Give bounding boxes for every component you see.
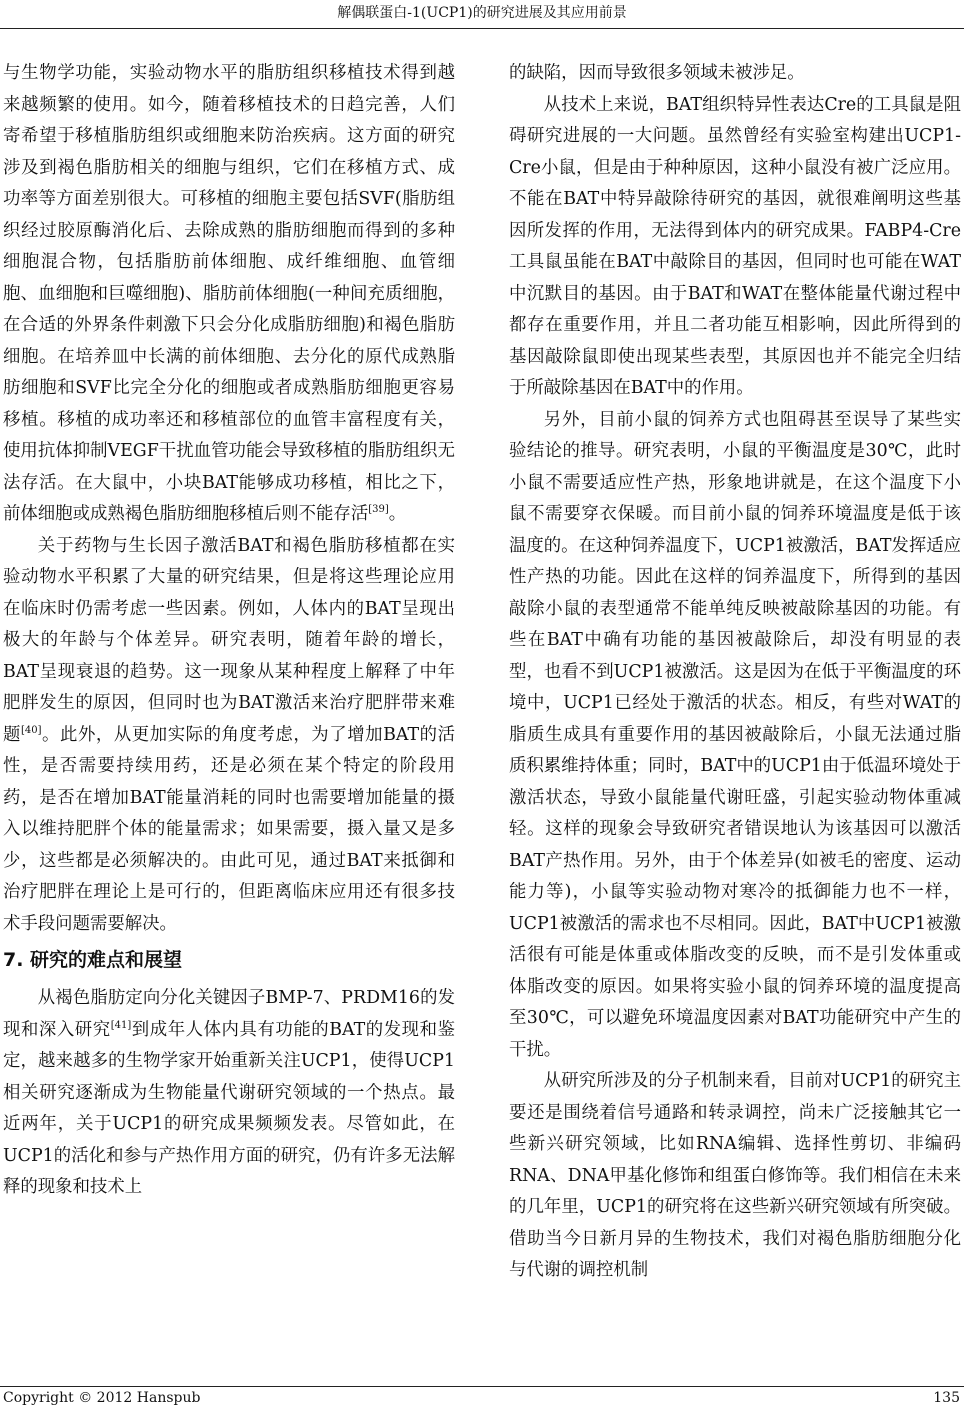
right-paragraph-2: 从技术上来说，BAT组织特异性表达Cre的工具鼠是阻碍研究进展的一大问题。虽然曾经有实验室构建出UCP1-Cre小鼠，但是由于种种原因，这种小鼠没有被广泛应用。不能在BAT中特异敲除待研究的基因，就很难阐明这些基因所发挥的作用，无法得到体内的研究成果。FABP4-Cre工具鼠虽能在BAT中敲除目的基因，但同时也可能在WAT中沉默目的基因。由于BAT和WAT在整体能量代谢过程中都存在重要作用，并且二者功能互相影响，因此所得到的基因敲除鼠即使出现某些表型，其原因也并不能完全归结于所敲除基因在BAT中的作用。 [509,94,961,398]
copyright-notice: Copyright © 2012 Hanspub [3,1390,201,1406]
left-paragraph-1-text: 与生物学功能，实验动物水平的脂肪组织移植技术得到越来越频繁的使用。如今，随着移植技术的日趋完善，人们寄希望于移植脂肪组织或细胞来防治疾病。这方面的研究涉及到褐色脂肪相关的细胞与组织，它们在移植方式、成功率等方面差别很大。可移植的细胞主要包括SVF(脂肪组织经过胶原酶消化后、去除成熟的脂肪细胞而得到的多种细胞混合物，包括脂肪前体细胞、成纤维细胞、血管细胞、血细胞和巨噬细胞)、脂肪前体细胞(一种间充质细胞，在合适的外界条件刺激下只会分化成脂肪细胞)和褐色脂肪细胞。在培养皿中长满的前体细胞、去分化的原代成熟脂肪细胞和SVF比完全分化的细胞或者成熟脂肪细胞更容易移植。移植的成功率还和移植部位的血管丰富程度有关，使用抗体抑制VEGF干扰血管功能会导致移植的脂肪组织无法存活。在大鼠中，小块BAT能够成功移植，相比之下，前体细胞或成熟褐色脂肪细胞移植后则不能存活 [3,63,455,524]
left-paragraph-2-text-b: 。此外，从更加实际的角度考虑，为了增加BAT的活性，是否需要持续用药，还是必须在某个特定的阶段用药，是否在增加BAT能量消耗的同时也需要增加能量的摄入以维持肥胖个体的能量需求；如果需要，摄入量又是多少，这些都是必须解决的。由此可见，通过BAT来抵御和治疗肥胖在理论上是可行的，但距离临床应用还有很多技术手段问题需要解决。 [3,724,455,934]
right-column [509,58,961,1287]
right-paragraph-1: 的缺陷，因而导致很多领域未被涉足。 [509,63,805,83]
right-paragraph-4: 从研究所涉及的分子机制来看，目前对UCP1的研究主要还是围绕着信号通路和转录调控，尚未广泛接触其它一些新兴研究领域，比如RNA编辑、选择性剪切、非编码RNA、DNA甲基化修饰和组蛋白修饰等。我们相信在未来的几年里，UCP1的研究将在这些新兴研究领域有所突破。借助当今日新月异的生物技术，我们对褐色脂肪细胞分化与代谢的调控机制 [509,1071,961,1280]
page-number: 135 [933,1390,960,1406]
citation-40: [40] [20,724,42,736]
left-paragraph-3-text-b: 到成年人体内具有功能的BAT的发现和鉴定，越来越多的生物学家开始重新关注UCP1，使得UCP1相关研究逐渐成为生物能量代谢研究领域的一个热点。最近两年，关于UCP1的研究成果频频发表。尽管如此，在UCP1的活化和参与产热作用方面的研究，仍有许多无法解释的现象和技术上 [3,1019,455,1197]
right-paragraph-3: 另外，目前小鼠的饲养方式也阻碍甚至误导了某些实验结论的推导。研究表明，小鼠的平衡温度是30℃，此时小鼠不需要适应性产热，形象地讲就是，在这个温度下小鼠不需要穿衣保暖。而目前小鼠的饲养环境温度是低于该温度的。在这种饲养温度下，UCP1被激活，BAT发挥适应性产热的功能。因此在这样的饲养温度下，所得到的基因敲除小鼠的表型通常不能单纯反映被敲除基因的功能。有些在BAT中确有功能的基因被敲除后，却没有明显的表型，也看不到UCP1被激活。这是因为在低于平衡温度的环境中，UCP1已经处于激活的状态。相反，有些对WAT的脂质生成具有重要作用的基因被敲除后，小鼠无法通过脂质积累维持体重；同时，BAT中的UCP1由于低温环境处于激活状态，导致小鼠能量代谢旺盛，引起实验动物体重减轻。这样的现象会导致研究者错误地认为该基因可以激活BAT产热作用。另外，由于个体差异(如被毛的密度、运动能力等)，小鼠等实验动物对寒冷的抵御能力也不一样，UCP1被激活的需求也不尽相同。因此，BAT中UCP1被激活很有可能是体重或体脂改变的反映，而不是引发体重或体脂改变的原因。如果将实验小鼠的饲养环境的温度提高至30℃，可以避免环境温度因素对BAT功能研究中产生的干扰。 [509,409,961,1060]
citation-41: [41] [110,1019,132,1031]
left-paragraph-1 [3,58,455,531]
left-paragraph-2 [3,531,455,941]
header-rule [0,28,964,29]
footer-rule [0,1386,964,1387]
section-heading: 7. 研究的难点和展望 [3,949,183,971]
left-column [3,58,455,1204]
left-paragraph-3-text-a: 从褐色脂肪定向分化关键因子BMP-7、PRDM16的发现和深入研究 [3,988,455,1040]
citation-39: [39] [368,504,389,516]
left-paragraph-1-end: 。 [388,504,407,524]
left-paragraph-2-text-a: 关于药物与生长因子激活BAT和褐色脂肪移植都在实验动物水平积累了大量的研究结果，但是将这些理论应用在临床时仍需考虑一些因素。例如，人体内的BAT呈现出极大的年龄与个体差异。研究表明，随着年龄的增长，BAT呈现衰退的趋势。这一现象从某种程度上解释了中年肥胖发生的原因，但同时也为BAT激活来治疗肥胖带来难题 [3,535,455,745]
running-header: 解偶联蛋白-1(UCP1)的研究进展及其应用前景 [337,5,627,21]
left-paragraph-3 [3,983,455,1204]
